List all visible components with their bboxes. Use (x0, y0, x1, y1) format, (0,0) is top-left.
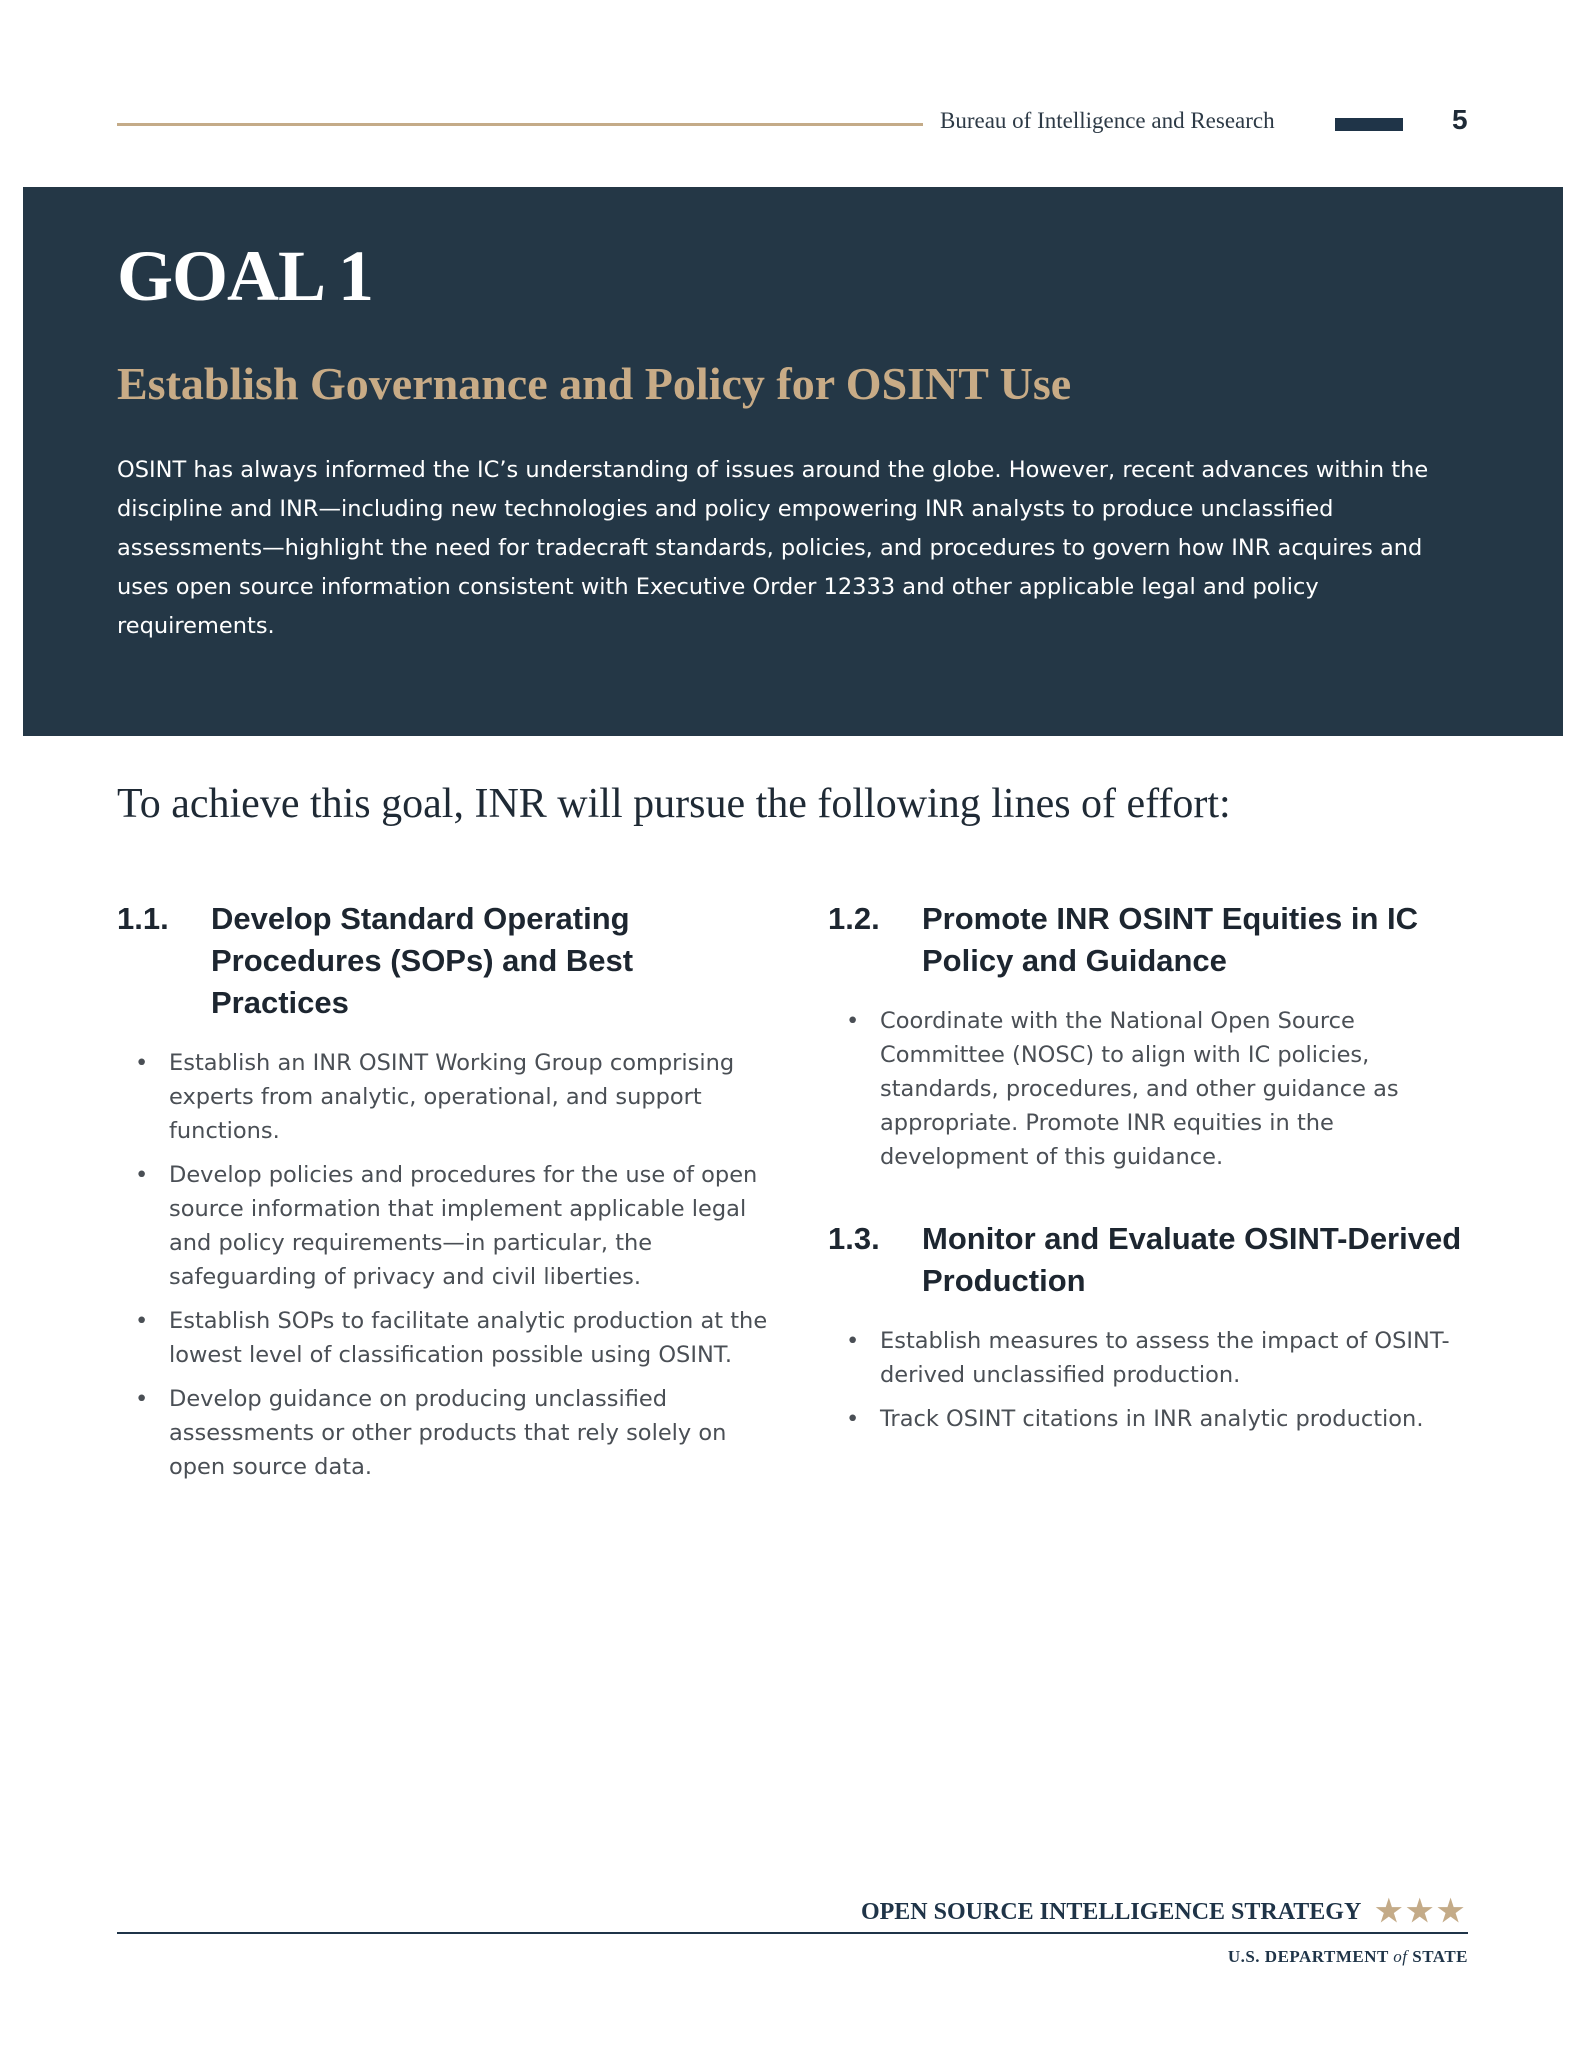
bullet-icon: • (846, 1406, 860, 1432)
section-heading (117, 898, 777, 1024)
section-number: 1.3. (828, 1221, 880, 1256)
section-number: 1.2. (828, 901, 880, 936)
bullet-icon: • (846, 1008, 860, 1034)
bullet-icon: • (135, 1050, 149, 1076)
footer-department: U.S. DEPARTMENT of STATE (1227, 1947, 1468, 1966)
bullet-icon: • (846, 1328, 860, 1354)
header-org-name: Bureau of Intelligence and Research (940, 108, 1275, 133)
bullet-list (828, 1324, 1468, 1436)
page-number: 5 (1452, 104, 1468, 135)
bullet-list (117, 1046, 777, 1484)
list-item: • Coordinate with the National Open Source Committee (NOSC) to align with IC policies, standards, procedures, and other guidance as appropriate. Promote INR equities in the development of this guidance. (828, 1004, 1468, 1174)
section-1-1 (117, 898, 777, 1484)
section-title: Develop Standard Operating Procedures (SOPs) and Best Practices (211, 901, 634, 1020)
left-column (117, 898, 777, 1494)
lines-of-effort-intro: To achieve this goal, INR will pursue the following lines of effort: (117, 781, 1231, 827)
right-column (828, 898, 1468, 1446)
bullet-icon: • (135, 1162, 149, 1188)
goal-title: GOAL 1 (117, 236, 374, 316)
section-1-2 (828, 898, 1468, 1174)
bullet-list (828, 1004, 1468, 1174)
goal-banner (23, 187, 1563, 736)
list-item: • Track OSINT citations in INR analytic production. (828, 1402, 1468, 1436)
list-item: • Establish measures to assess the impact of OSINT-derived unclassified production. (828, 1324, 1468, 1392)
stars-icon: ★★★ (1375, 1895, 1468, 1928)
bullet-icon: • (135, 1308, 149, 1334)
footer-strategy-title (861, 1897, 1468, 1927)
section-number: 1.1. (117, 901, 169, 936)
bullet-icon: • (135, 1386, 149, 1412)
list-item: • Establish SOPs to facilitate analytic production at the lowest level of classification possible using OSINT. (117, 1304, 777, 1372)
list-item: • Develop policies and procedures for the use of open source information that implement applicable legal and policy requirements—in particular, the safeguarding of privacy and civil liberties. (117, 1158, 777, 1294)
list-item: • Establish an INR OSINT Working Group comprising experts from analytic, operational, and support functions. (117, 1046, 777, 1148)
header-rule (117, 123, 923, 126)
section-title: Promote INR OSINT Equities in IC Policy and Guidance (922, 901, 1419, 978)
section-1-3 (828, 1218, 1468, 1436)
section-heading (828, 1218, 1468, 1302)
section-heading (828, 898, 1468, 982)
section-title: Monitor and Evaluate OSINT-Derived Production (922, 1221, 1462, 1298)
list-item: • Develop guidance on producing unclassified assessments or other products that rely solely on open source data. (117, 1382, 777, 1484)
goal-subtitle: Establish Governance and Policy for OSINT Use (117, 358, 1072, 409)
header-accent-bar (1335, 118, 1403, 131)
footer-rule (117, 1932, 1468, 1934)
footer-title-text: OPEN SOURCE INTELLIGENCE STRATEGY (860, 1898, 1362, 1925)
goal-description: OSINT has always informed the IC’s understanding of issues around the globe. However, recent advances within the discipline and INR—including new technologies and policy empowering INR analysts to produce unclassified assessments—highlight the need for tradecraft standards, policies, and procedures to govern how INR acquires and uses open source information consistent with Executive Order 12333 and other applicable legal and policy requirements. (117, 457, 1429, 639)
